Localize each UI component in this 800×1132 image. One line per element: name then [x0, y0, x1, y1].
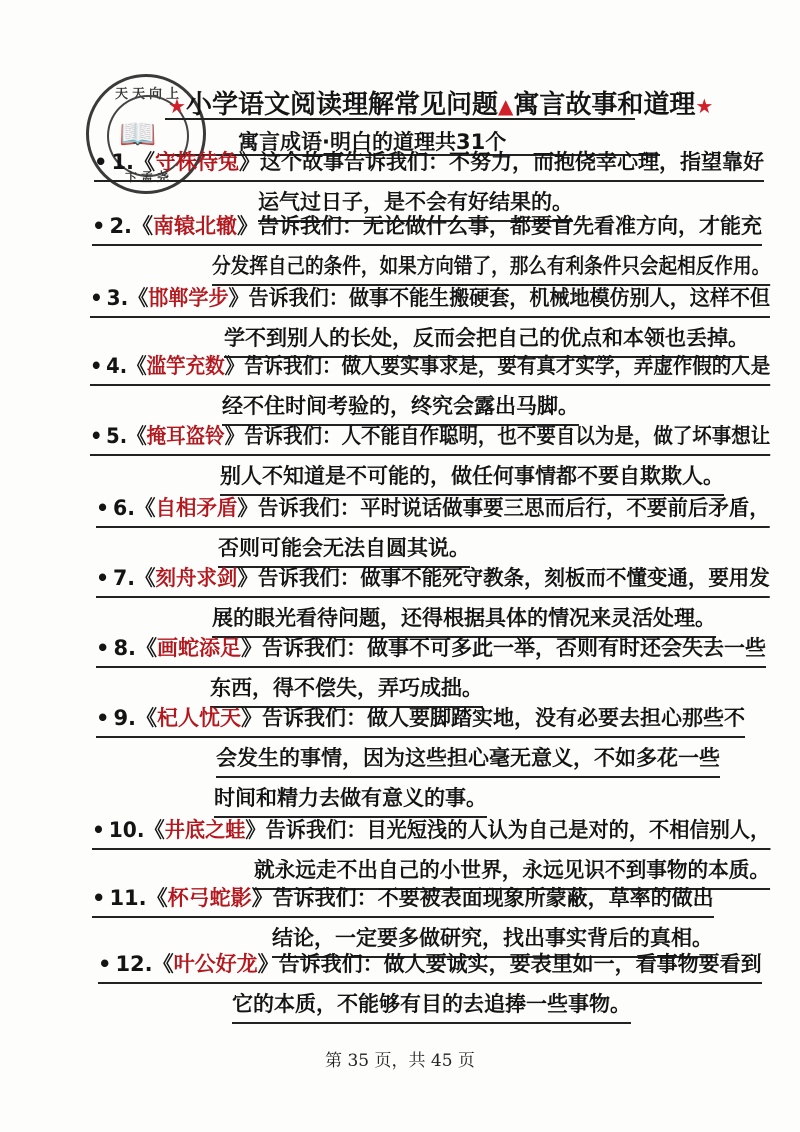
item-moral-text: 告诉我们：做事不可多此一举，否则有时还会失去一些	[262, 636, 767, 660]
title-bracket-open: 《	[127, 424, 147, 448]
item-line-3: 时间和精力去做有意义的事。	[214, 784, 487, 818]
item-line-2: 经不住时间考验的，终究会露出马脚。	[222, 392, 579, 426]
item-moral-text: 告诉我们：无论做什么事，都要首先看准方向，才能充	[258, 214, 763, 238]
item-line-2: 否则可能会无法自圆其说。	[218, 534, 470, 568]
fable-name: 南辕北辙	[153, 214, 238, 238]
fable-name: 画蛇添足	[157, 636, 242, 660]
item-line-1	[96, 634, 766, 668]
fable-name: 杞人忧天	[157, 706, 242, 730]
bullet-icon: •	[92, 214, 106, 238]
item-moral-text: 告诉我们：平时说话做事要三思而后行，不要前后矛盾，	[257, 496, 770, 520]
item-line-2: 东西，得不偿失，弄巧成拙。	[210, 674, 483, 708]
item-line-2: 就永远走不出自己的小世界，永远见识不到事物的本质。	[254, 856, 770, 890]
item-number: 9.	[113, 706, 137, 730]
item-line-2: 结论，一定要多做研究，找出事实背后的真相。	[272, 924, 713, 958]
fable-name: 守株待兔	[155, 150, 240, 174]
item-line-1	[92, 212, 762, 246]
item-line-2: 分发挥自己的条件，如果方向错了，那么有利条件只会起相反作用。	[212, 252, 770, 286]
item-line-1	[90, 284, 770, 318]
title-bracket-close: 》	[245, 818, 266, 842]
title-bracket-close: 》	[237, 214, 259, 238]
title-bracket-open: 《	[135, 566, 156, 590]
item-moral-text: 告诉我们：做人要脚踏实地，没有必要去担心那些不	[262, 706, 746, 730]
stamp-bottom-text: 卞孟尧	[124, 170, 173, 184]
item-line-1	[92, 884, 714, 918]
item-moral-text: 告诉我们：做人要诚实，要表里如一，看事物要看到	[278, 952, 762, 976]
item-number: 7.	[113, 566, 136, 590]
page-footer: 第 35 页，共 45 页	[325, 1051, 475, 1071]
title-bracket-open: 《	[128, 286, 149, 310]
page-subtitle: 寓言成语·明白的道理共31个	[238, 130, 507, 154]
bullet-icon: •	[94, 150, 108, 174]
item-line-1	[96, 564, 770, 598]
item-moral-text: 告诉我们：目光短浅的人认为自己是对的，不相信别人，	[265, 818, 771, 842]
item-line-2: 会发生的事情，因为这些担心毫无意义，不如多花一些	[216, 744, 720, 778]
title-bracket-open: 《	[144, 818, 165, 842]
item-number: 4.	[106, 354, 128, 378]
item-line-1	[98, 950, 762, 984]
title-main: 小学语文阅读理解常见问题	[185, 90, 498, 120]
item-moral-text: 告诉我们：不要被表面现象所蒙蔽，草率的做出	[272, 886, 714, 910]
item-line-1	[90, 422, 770, 456]
item-line-2: 展的眼光看待问题，还得根据具体的情况来灵活处理。	[212, 604, 716, 638]
bullet-icon: •	[90, 286, 103, 310]
book-icon: 📖	[119, 117, 157, 152]
item-moral-text: 这个故事告诉我们：不努力，而抱侥幸心理，指望靠好	[260, 150, 765, 174]
title-suffix: 寓言故事和道理	[513, 90, 696, 120]
title-bracket-open: 《	[134, 150, 156, 174]
bullet-icon: •	[96, 706, 110, 730]
item-moral-text: 告诉我们：做人要实事求是，要有真才实学，弄虚作假的人是	[244, 354, 771, 378]
title-bracket-open: 《	[132, 214, 154, 238]
item-line-1	[96, 494, 770, 528]
title-bracket-open: 《	[135, 496, 156, 520]
title-bracket-open: 《	[136, 706, 158, 730]
star-icon: ★	[695, 94, 714, 118]
title-bracket-open: 《	[152, 952, 174, 976]
title-bracket-close: 》	[241, 706, 263, 730]
item-line-2: 别人不知道是不可能的，做任何事情都不要自欺欺人。	[220, 462, 724, 496]
title-bracket-close: 》	[237, 566, 258, 590]
bullet-icon: •	[90, 354, 103, 378]
fable-name: 叶公好龙	[173, 952, 258, 976]
item-number: 5.	[106, 424, 128, 448]
item-line-2: 它的本质，不能够有目的去追捧一些事物。	[232, 990, 631, 1024]
item-line-1	[92, 816, 770, 850]
bullet-icon: •	[92, 886, 106, 910]
title-bracket-open: 《	[136, 636, 158, 660]
item-number: 12.	[115, 952, 153, 976]
title-bracket-close: 》	[241, 636, 263, 660]
item-line-1	[94, 148, 764, 182]
star-icon: ★	[168, 94, 186, 118]
item-number: 1.	[111, 150, 135, 174]
item-number: 2.	[109, 214, 133, 238]
bullet-icon: •	[90, 424, 103, 448]
fable-name: 掩耳盗铃	[146, 424, 225, 448]
item-moral-text: 告诉我们：人不能自作聪明，也不要自以为是，做了坏事想让	[244, 424, 771, 448]
fable-name: 井底之蛙	[164, 818, 246, 842]
fable-name: 邯郸学步	[148, 286, 229, 310]
item-line-1	[96, 704, 745, 738]
item-number: 3.	[106, 286, 129, 310]
fable-name: 自相矛盾	[155, 496, 238, 520]
title-bracket-close: 》	[251, 886, 273, 910]
title-bracket-close: 》	[257, 952, 279, 976]
title-bracket-close: 》	[239, 150, 261, 174]
stamp-top-text: 天天向上	[114, 87, 183, 102]
item-number: 6.	[113, 496, 136, 520]
item-line-2: 运气过日子，是不会有好结果的。	[258, 188, 573, 222]
item-number: 10.	[108, 818, 145, 842]
item-moral-text: 告诉我们：做事不能死守教条，刻板而不懂变通，要用发	[257, 566, 770, 590]
item-number: 8.	[113, 636, 137, 660]
title-bracket-close: 》	[237, 496, 258, 520]
title-bracket-open: 《	[146, 886, 168, 910]
fable-name: 杯弓蛇影	[167, 886, 252, 910]
title-bracket-close: 》	[224, 354, 245, 378]
title-bracket-close: 》	[228, 286, 249, 310]
bullet-icon: •	[96, 566, 110, 590]
item-number: 11.	[109, 886, 147, 910]
bullet-icon: •	[96, 636, 110, 660]
bullet-icon: •	[92, 818, 105, 842]
star-icon: ▲	[497, 94, 514, 118]
item-line-2: 学不到别人的长处，反而会把自己的优点和本领也丢掉。	[224, 324, 749, 358]
title-bracket-close: 》	[224, 424, 245, 448]
bullet-icon: •	[98, 952, 112, 976]
fable-name: 刻舟求剑	[155, 566, 238, 590]
page-title	[168, 84, 714, 121]
item-line-1	[90, 352, 770, 386]
fable-name: 滥竽充数	[146, 354, 225, 378]
bullet-icon: •	[96, 496, 110, 520]
title-underline	[165, 118, 635, 120]
title-bracket-open: 《	[127, 354, 147, 378]
item-moral-text: 告诉我们：做事不能生搬硬套，机械地模仿别人，这样不但	[248, 286, 770, 310]
